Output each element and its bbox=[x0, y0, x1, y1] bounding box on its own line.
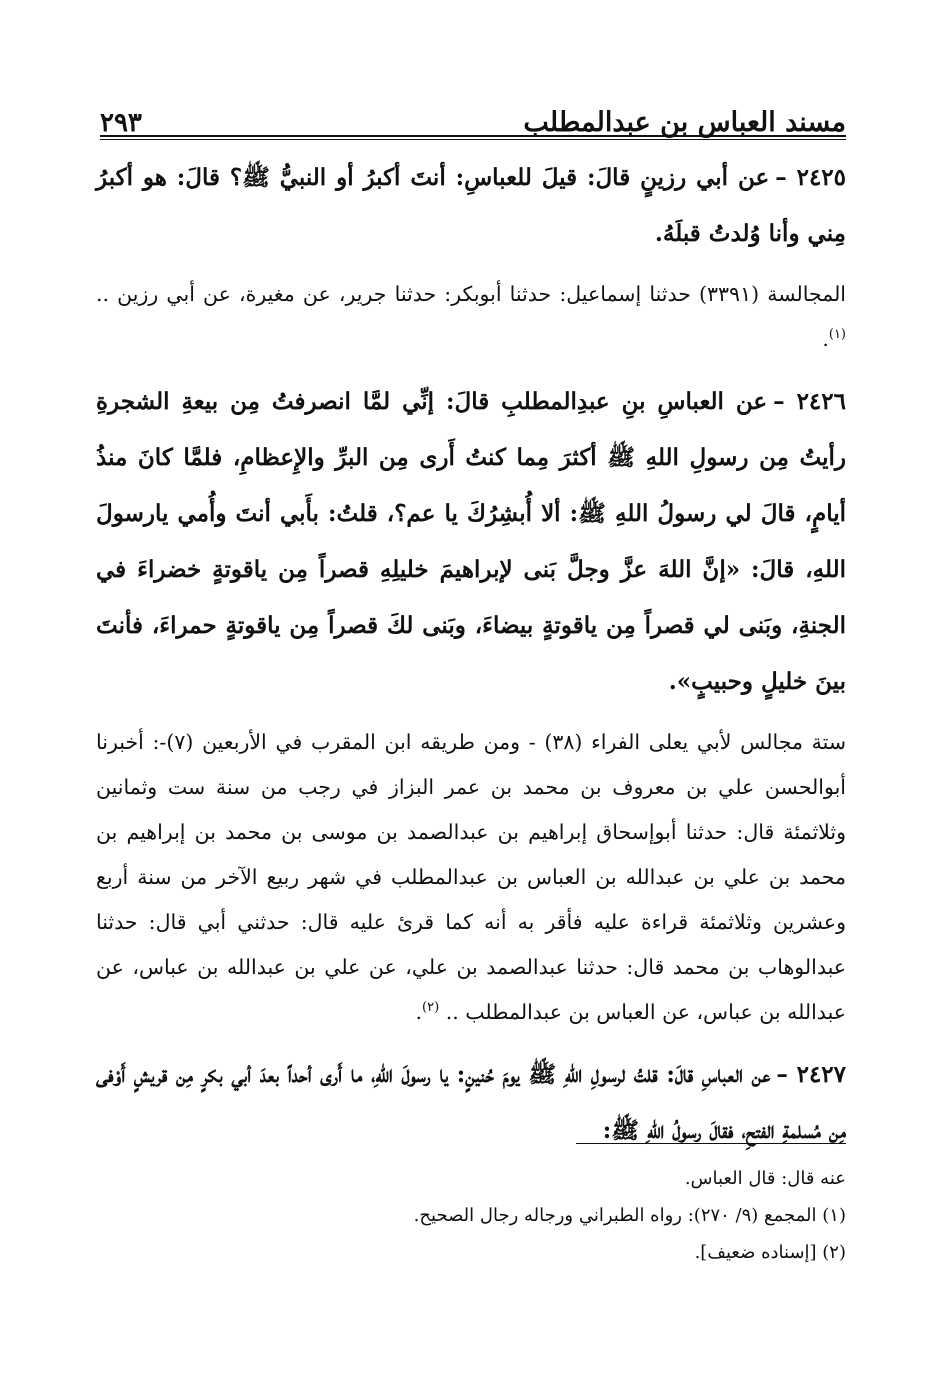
hadith-number: ٢٤٢٧ – bbox=[776, 1061, 847, 1088]
hadith-2426 bbox=[96, 374, 846, 710]
hadith-number: ٢٤٢٦ – bbox=[773, 388, 846, 415]
footnote-ref: (١) bbox=[828, 327, 846, 343]
header-divider bbox=[100, 135, 846, 140]
main-text bbox=[96, 150, 846, 1169]
footnotes bbox=[96, 1160, 846, 1271]
footnote-divider bbox=[576, 1143, 846, 1144]
footnote-continuation: عنه قال: قال العباس. bbox=[684, 1168, 846, 1189]
source-citation: ستة مجالس لأبي يعلى الفراء (٣٨) - ومن طريقه ابن المقرب في الأربعين (٧)-: أخبرنا أبوالحسن علي بن معروف بن محمد بن عمر البزاز في رجب من سنة ست وثمانين وثلاثمئة قال: حدثنا أبوإسحاق إبراهيم بن عبدالصمد بن موسى بن محمد بن إبراهيم بن محمد بن علي بن عبدالله بن العباس بن عبدالمطلب في شهر ربيع الآخر من سنة أربع وعشرين وثلاثمئة قراءة عليه فأقر به أنه كما قرئ عليه قال: حدثني أبي قال: حدثنا عبدالوهاب بن محمد قال: حدثنا عبدالصمد بن علي، عن علي بن عبدالله بن عباس، عن عبدالله بن عباس، عن العباس بن عبدالمطلب .. $^{(٢)}$. bbox=[96, 730, 847, 1024]
hadith-text: عن العباسِ بنِ عبدِالمطلبِ قالَ: إنِّي لمَّا انصرفتُ مِن بيعةِ الشجرةِ رأيتُ مِن رسولِ اللهِ ﷺ أكثرَ مِما كنتُ أَرى مِن البرِّ والإِعظامِ، فلمَّا كانَ منذُ أيامٍ، قالَ لي رسولُ اللهِ ﷺ: ألا أُبشِرُكَ يا عم؟، قلتُ: بأَبي أنتَ وأُمي يارسولَ اللهِ، قالَ: «إنَّ اللهَ عزَّ وجلَّ بَنى لإبراهيمَ خليلِهِ قصراً مِن ياقوتةٍ خضراءَ في الجنةِ، وبَنى لي قصراً مِن ياقوتةٍ بيضاءَ، وبَنى لكَ قصراً مِن ياقوتةٍ حمراءَ، فأنتَ بينَ خليلٍ وحبيبٍ». bbox=[96, 388, 846, 695]
page-header bbox=[100, 88, 846, 138]
source-citation: المجالسة (٣٣٩١) حدثنا إسماعيل: حدثنا أبوبكر: حدثنا جرير، عن مغيرة، عن أبي رزين .. $^{(١)}$. bbox=[96, 282, 847, 351]
page-number: ٢٩٣ bbox=[100, 108, 142, 138]
footnote-2: (٢) [إسناده ضعيف]. bbox=[694, 1242, 846, 1263]
hadith-number: ٢٤٢٥ – bbox=[775, 164, 847, 191]
hadith-text: عن أبي رزينٍ قالَ: قيلَ للعباسِ: أنتَ أكبرُ أو النبيُّ ﷺ؟ قالَ: هو أكبرُ مِني وأنا وُلدتُ قبلَهُ. bbox=[96, 164, 846, 247]
source-text: ستة مجالس لأبي يعلى الفراء (٣٨) - ومن طريقه ابن المقرب في الأربعين (٧)-: أخبرنا أبوالحسن علي بن معروف بن محمد بن عمر البزاز في رجب من سنة ست وثمانين وثلاثمئة قال: حدثنا أبوإسحاق إبراهيم بن عبدالصمد بن موسى بن محمد بن إبراهيم بن محمد بن علي بن عبدالله بن العباس بن عبدالمطلب في شهر ربيع الآخر من سنة أربع وعشرين وثلاثمئة قراءة عليه فأقر به أنه كما قرئ عليه قال: حدثني أبي قال: حدثنا عبدالوهاب بن محمد قال: حدثنا عبدالصمد بن علي، عن علي بن عبدالله بن عباس، عن عبدالله بن عباس، عن العباس بن عبدالمطلب .. bbox=[96, 730, 847, 1024]
running-title: مسند العباس بن عبدالمطلب bbox=[523, 107, 846, 138]
source-text: المجالسة (٣٣٩١) حدثنا إسماعيل: حدثنا أبوبكر: حدثنا جرير، عن مغيرة، عن أبي رزين .. bbox=[96, 282, 847, 306]
footnote-ref: (٢) bbox=[422, 1000, 440, 1016]
hadith-2425 bbox=[96, 150, 846, 262]
hadith-text: عن العباسِ قالَ: قلتُ لرسولِ اللهِ ﷺ يومَ حُنينٍ: يا رسولَ اللهِ، ما أَرى أحداً بعدَ أبي بكرٍ مِن قريشٍ أَوْفى مِن مُسلمةِ الفتحِ، فقالَ رسولُ اللهِ ﷺ: bbox=[96, 1061, 846, 1144]
footnote-1: (١) المجمع (٩/ ٢٧٠): رواه الطبراني ورجاله رجال الصحيح. bbox=[413, 1205, 846, 1226]
